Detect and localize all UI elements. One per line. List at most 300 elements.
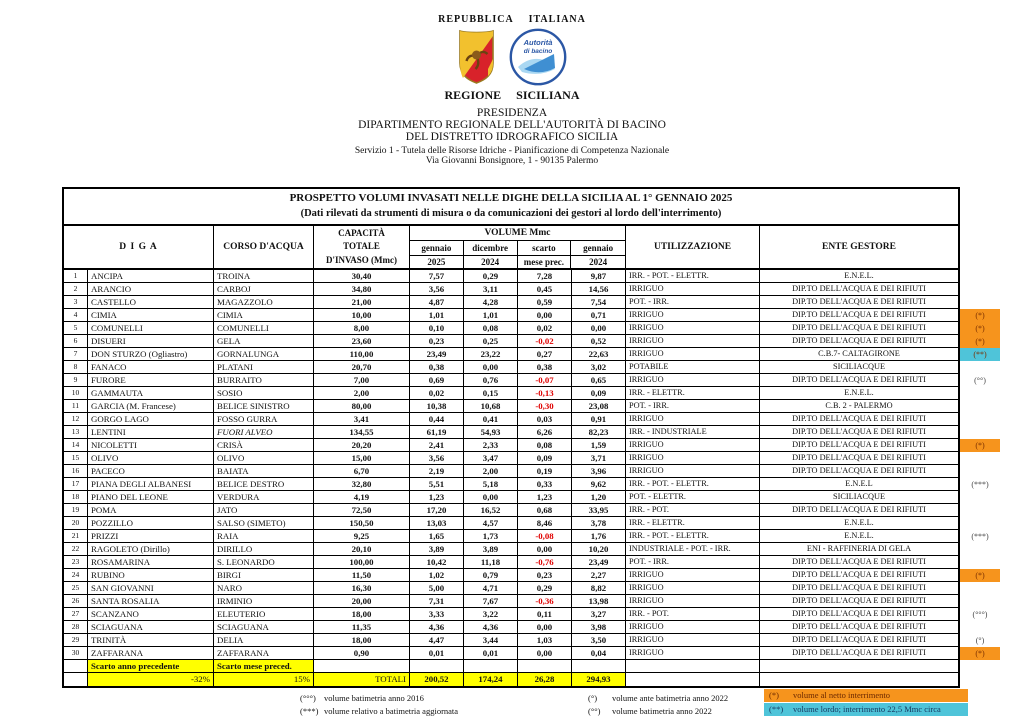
watercourse: DELIA (214, 634, 314, 647)
volume-gen-2025: 3,89 (410, 543, 464, 556)
dam-name: COMUNELLI (88, 322, 214, 335)
volume-dic-2024: 0,15 (464, 387, 518, 400)
dam-name: NICOLETTI (88, 439, 214, 452)
footnote-mark: (°°) (974, 376, 986, 385)
footnote-symbol: (°°) (588, 706, 601, 716)
row-number: 22 (64, 543, 88, 556)
watercourse: SOSIO (214, 387, 314, 400)
volume-gen-2024: 0,04 (572, 647, 626, 660)
operator: DIP.TO DELL'ACQUA E DEI RIFIUTI (760, 621, 958, 634)
republic-title: REPUBBLICA ITALIANA (438, 14, 586, 25)
column-header-ente-gestore: ENTE GESTORE (821, 242, 896, 252)
vol-col-label: gennaio (571, 241, 625, 256)
dam-name: SCIAGUANA (88, 621, 214, 634)
footnote-line-cyan (764, 703, 968, 716)
utilization: IRRIGUO (626, 413, 760, 426)
dam-name: ARANCIO (88, 283, 214, 296)
volume-gen-2024: 1,59 (572, 439, 626, 452)
dam-name: OLIVO (88, 452, 214, 465)
scarto-mese-prec: 0,02 (518, 322, 572, 335)
volume-gen-2025: 61,19 (410, 426, 464, 439)
dam-name: PACECO (88, 465, 214, 478)
column-header-volume-group (410, 226, 626, 268)
empty-cell (518, 660, 572, 673)
volume-dic-2024: 1,73 (464, 530, 518, 543)
dam-name: CIMIA (88, 309, 214, 322)
volume-gen-2025: 0,01 (410, 647, 464, 660)
watercourse: CIMIA (214, 309, 314, 322)
footer-labels-row (64, 660, 958, 673)
column-header-corso: CORSO D'ACQUA (214, 226, 314, 268)
vol-col-label: gennaio (410, 241, 463, 256)
volume-dic-2024: 10,68 (464, 400, 518, 413)
row-number: 20 (64, 517, 88, 530)
scarto-mese-prec: 1,03 (518, 634, 572, 647)
utilization: IRRIGUO (626, 621, 760, 634)
volume-dic-2024: 4,28 (464, 296, 518, 309)
volume-dic-2024: 0,76 (464, 374, 518, 387)
total-capacity: 11,35 (314, 621, 410, 634)
utilization: IRRIGUO (626, 595, 760, 608)
table-row (64, 634, 985, 647)
footnote-symbol: (**) (769, 704, 784, 714)
table-row (64, 361, 958, 374)
volume-dic-2024: 3,89 (464, 543, 518, 556)
operator: DIP.TO DELL'ACQUA E DEI RIFIUTI (760, 582, 958, 595)
volume-dic-2024: 0,00 (464, 361, 518, 374)
footnote-text: volume ante batimetria anno 2022 (612, 693, 729, 703)
utilization: IRRIGUO (626, 439, 760, 452)
scarto-mese-prec: 0,38 (518, 361, 572, 374)
row-number (64, 673, 88, 686)
table-row (64, 296, 958, 309)
volume-dic-2024: 4,71 (464, 582, 518, 595)
volume-dic-2024: 16,52 (464, 504, 518, 517)
watercourse: PLATANI (214, 361, 314, 374)
row-number: 30 (64, 647, 88, 660)
operator: DIP.TO DELL'ACQUA E DEI RIFIUTI (760, 426, 958, 439)
volume-dic-2024: 3,44 (464, 634, 518, 647)
utilization: IRRIGUO (626, 569, 760, 582)
basin-logo-text-1: Autorità (523, 38, 552, 47)
dam-name: PIANO DEL LEONE (88, 491, 214, 504)
scarto-mese-prec: 0,27 (518, 348, 572, 361)
watercourse: SALSO (SIMETO) (214, 517, 314, 530)
scarto-mese-prec: 0,09 (518, 452, 572, 465)
capacita-line-1: CAPACITÀ (338, 227, 385, 238)
empty-cell (760, 673, 958, 686)
footnote-symbol: (°°°) (300, 693, 316, 703)
table-row (64, 335, 985, 348)
watercourse: BIRGI (214, 569, 314, 582)
volume-dic-2024: 0,25 (464, 335, 518, 348)
operator: DIP.TO DELL'ACQUA E DEI RIFIUTI (760, 335, 958, 348)
table-row (64, 582, 958, 595)
vol-col-year: 2024 (481, 257, 500, 267)
scarto-mese-prec: 0,68 (518, 504, 572, 517)
footnote-mark: (*) (960, 439, 1000, 452)
volume-dic-2024: 0,29 (464, 270, 518, 283)
row-number: 14 (64, 439, 88, 452)
table-row (64, 478, 989, 491)
row-number: 3 (64, 296, 88, 309)
row-number: 21 (64, 530, 88, 543)
volume-group-label: VOLUME Mmc (410, 226, 625, 241)
operator: DIP.TO DELL'ACQUA E DEI RIFIUTI (760, 452, 958, 465)
table-row (64, 595, 958, 608)
column-header-gen-2025 (410, 241, 464, 269)
table-row (64, 309, 985, 322)
table-row (64, 283, 958, 296)
utilization: IRRIGUO (626, 647, 760, 660)
scarto-mese-prec: -0,36 (518, 595, 572, 608)
row-number: 24 (64, 569, 88, 582)
total-capacity: 6,70 (314, 465, 410, 478)
operator: DIP.TO DELL'ACQUA E DEI RIFIUTI (760, 595, 958, 608)
empty-cell (760, 660, 958, 673)
volume-dic-2024: 5,18 (464, 478, 518, 491)
total-capacity: 30,40 (314, 270, 410, 283)
dam-name: PIANA DEGLI ALBANESI (88, 478, 214, 491)
operator: C.B. 2 - PALERMO (760, 400, 958, 413)
operator: DIP.TO DELL'ACQUA E DEI RIFIUTI (760, 647, 958, 660)
table-row (64, 439, 985, 452)
volume-gen-2024: 0,00 (572, 322, 626, 335)
volume-dic-2024: 3,11 (464, 283, 518, 296)
utilization: IRRIGUO (626, 335, 760, 348)
row-number (64, 660, 88, 673)
volume-gen-2024: 7,54 (572, 296, 626, 309)
row-number: 8 (64, 361, 88, 374)
volume-gen-2025: 5,51 (410, 478, 464, 491)
operator: DIP.TO DELL'ACQUA E DEI RIFIUTI (760, 296, 958, 309)
watercourse: OLIVO (214, 452, 314, 465)
scarto-mese-prec: 0,59 (518, 296, 572, 309)
table-row (64, 387, 958, 400)
scarto-mese-prec: 0,45 (518, 283, 572, 296)
dam-name: SAN GIOVANNI (88, 582, 214, 595)
table-row (64, 452, 958, 465)
volume-dic-2024: 0,08 (464, 322, 518, 335)
footnote-line (588, 705, 728, 718)
operator: SICILIACQUE (760, 491, 958, 504)
watercourse: GORNALUNGA (214, 348, 314, 361)
watercourse: JATO (214, 504, 314, 517)
volume-gen-2024: 3,02 (572, 361, 626, 374)
watercourse: DIRILLO (214, 543, 314, 556)
capacita-line-3: D'INVASO (Mmc) (325, 254, 398, 265)
total-capacity: 20,00 (314, 595, 410, 608)
utilization: IRRIGUO (626, 322, 760, 335)
row-number: 26 (64, 595, 88, 608)
table-row (64, 491, 958, 504)
volume-gen-2024: 3,78 (572, 517, 626, 530)
utilization: IRRIGUO (626, 283, 760, 296)
scarto-mese-prec: 0,19 (518, 465, 572, 478)
dam-name: FANACO (88, 361, 214, 374)
presidency-line: PRESIDENZA (476, 107, 548, 119)
table-body (64, 270, 989, 660)
table-row (64, 621, 958, 634)
total-capacity: 20,20 (314, 439, 410, 452)
volume-gen-2025: 0,44 (410, 413, 464, 426)
row-number: 1 (64, 270, 88, 283)
total-gen-2025: 200,52 (410, 673, 464, 686)
scarto-mese-prec: 0,00 (518, 621, 572, 634)
totali-label: TOTALI (314, 673, 410, 686)
row-number: 5 (64, 322, 88, 335)
row-number: 28 (64, 621, 88, 634)
footnote-column-highlighted (764, 689, 968, 717)
dam-name: SCANZANO (88, 608, 214, 621)
table-row (64, 322, 985, 335)
operator: E.N.E.L. (760, 517, 958, 530)
vol-col-year: mese prec. (523, 257, 565, 267)
volume-gen-2024: 9,87 (572, 270, 626, 283)
table-row (64, 608, 988, 621)
column-header-dic-2024 (464, 241, 518, 269)
volume-dic-2024: 7,67 (464, 595, 518, 608)
footnote-mark: (*) (960, 322, 1000, 335)
volume-gen-2025: 0,23 (410, 335, 464, 348)
scarto-mese-prec: 0,23 (518, 569, 572, 582)
utilization: IRRIGUO (626, 634, 760, 647)
volume-gen-2025: 1,01 (410, 309, 464, 322)
scarto-mese-prec: -0,13 (518, 387, 572, 400)
empty-cell (410, 660, 464, 673)
total-capacity: 34,80 (314, 283, 410, 296)
empty-cell (464, 660, 518, 673)
table-row (64, 465, 958, 478)
total-capacity: 134,55 (314, 426, 410, 439)
watercourse: BAIATA (214, 465, 314, 478)
footnote-mark: (°) (975, 636, 985, 645)
watercourse: BELICE DESTRO (214, 478, 314, 491)
capacita-line-2: TOTALE (343, 241, 380, 252)
operator: DIP.TO DELL'ACQUA E DEI RIFIUTI (760, 608, 958, 621)
row-number: 13 (64, 426, 88, 439)
footnote-mark: (°°°) (972, 610, 988, 619)
watercourse: FOSSO GURRA (214, 413, 314, 426)
basin-logo-text-2: di bacino (523, 48, 552, 55)
scarto-mese-prec: -0,76 (518, 556, 572, 569)
utilization: INDUSTRIALE - POT. - IRR. (626, 543, 760, 556)
totals-row (64, 673, 958, 686)
table-header (64, 226, 958, 270)
dam-name: GORGO LAGO (88, 413, 214, 426)
scarto-mese-prec: 1,23 (518, 491, 572, 504)
footnote-mark: (*) (960, 335, 1000, 348)
total-capacity: 3,41 (314, 413, 410, 426)
volume-gen-2025: 1,02 (410, 569, 464, 582)
footnote-text: volume batimetria anno 2016 (324, 693, 424, 703)
total-capacity: 0,90 (314, 647, 410, 660)
footnote-symbol: (*) (769, 690, 779, 700)
volume-dic-2024: 0,41 (464, 413, 518, 426)
volume-gen-2025: 0,69 (410, 374, 464, 387)
scarto-mese-prec: 0,11 (518, 608, 572, 621)
watercourse: COMUNELLI (214, 322, 314, 335)
utilization: POT. - ELETTR. (626, 491, 760, 504)
volume-dic-2024: 3,22 (464, 608, 518, 621)
dam-name: POMA (88, 504, 214, 517)
scarto-mese-value: 15% (214, 673, 314, 686)
volume-gen-2025: 2,41 (410, 439, 464, 452)
volume-gen-2024: 3,27 (572, 608, 626, 621)
total-scarto: 26,28 (518, 673, 572, 686)
footnote-line (588, 692, 728, 705)
volume-gen-2024: 13,98 (572, 595, 626, 608)
total-capacity: 32,80 (314, 478, 410, 491)
operator: DIP.TO DELL'ACQUA E DEI RIFIUTI (760, 465, 958, 478)
volume-gen-2025: 23,49 (410, 348, 464, 361)
operator: DIP.TO DELL'ACQUA E DEI RIFIUTI (760, 322, 958, 335)
operator: DIP.TO DELL'ACQUA E DEI RIFIUTI (760, 439, 958, 452)
row-number: 18 (64, 491, 88, 504)
utilization: IRR. - POT. - ELETTR. (626, 530, 760, 543)
total-capacity: 15,00 (314, 452, 410, 465)
table-title-block (64, 189, 958, 226)
operator: E.N.E.L. (760, 530, 958, 543)
volumes-table (62, 187, 989, 688)
basin-authority-logo-icon (509, 28, 567, 86)
scarto-anno-value: -32% (88, 673, 214, 686)
watercourse: SCIAGUANA (214, 621, 314, 634)
volume-gen-2025: 1,65 (410, 530, 464, 543)
volume-dic-2024: 3,47 (464, 452, 518, 465)
table-row (64, 556, 958, 569)
volume-gen-2024: 22,63 (572, 348, 626, 361)
footnote-text: volume batimetria anno 2022 (612, 706, 712, 716)
footnote-column-1 (300, 692, 458, 718)
utilization: IRR. - POT. (626, 504, 760, 517)
scarto-mese-prec: 0,00 (518, 309, 572, 322)
dam-name: SANTA ROSALIA (88, 595, 214, 608)
scarto-mese-prec: 0,33 (518, 478, 572, 491)
footnote-symbol: (°) (588, 693, 598, 703)
footnote-mark: (*) (960, 309, 1000, 322)
row-number: 10 (64, 387, 88, 400)
volume-dic-2024: 2,00 (464, 465, 518, 478)
volume-gen-2025: 13,03 (410, 517, 464, 530)
table-title: PROSPETTO VOLUMI INVASATI NELLE DIGHE DELLA SICILIA AL 1° GENNAIO 2025 (289, 192, 733, 204)
dam-name: TRINITÀ (88, 634, 214, 647)
utilization: POT. - IRR. (626, 556, 760, 569)
table-row (64, 348, 987, 361)
department-line-2: DEL DISTRETTO IDROGRAFICO SICILIA (405, 131, 619, 143)
footnote-mark: (*) (960, 647, 1000, 660)
table-row (64, 569, 985, 582)
watercourse: ELEUTERIO (214, 608, 314, 621)
footnote-mark: (***) (971, 532, 989, 541)
utilization: IRR. - POT. - ELETTR. (626, 270, 760, 283)
dam-name: RUBINO (88, 569, 214, 582)
total-dic-2024: 174,24 (464, 673, 518, 686)
volume-dic-2024: 0,01 (464, 647, 518, 660)
total-gen-2024: 294,93 (572, 673, 626, 686)
letterhead (0, 14, 1024, 166)
footnote-text: volume al netto interrimento (793, 690, 891, 700)
utilization: IRRIGUO (626, 374, 760, 387)
scarto-mese-prec: 6,26 (518, 426, 572, 439)
operator: DIP.TO DELL'ACQUA E DEI RIFIUTI (760, 283, 958, 296)
total-capacity: 20,70 (314, 361, 410, 374)
volume-gen-2024: 0,71 (572, 309, 626, 322)
scarto-mese-prec: -0,30 (518, 400, 572, 413)
watercourse: IRMINIO (214, 595, 314, 608)
operator: ENI - RAFFINERIA DI GELA (760, 543, 958, 556)
row-number: 17 (64, 478, 88, 491)
footnote-line (300, 692, 458, 705)
watercourse: S. LEONARDO (214, 556, 314, 569)
utilization: POTABILE (626, 361, 760, 374)
volume-gen-2025: 7,57 (410, 270, 464, 283)
utilization: IRRIGUO (626, 452, 760, 465)
volume-gen-2024: 82,23 (572, 426, 626, 439)
volume-dic-2024: 23,22 (464, 348, 518, 361)
total-capacity: 11,50 (314, 569, 410, 582)
volume-gen-2024: 10,20 (572, 543, 626, 556)
total-capacity: 18,00 (314, 608, 410, 621)
volume-gen-2024: 3,50 (572, 634, 626, 647)
table-row (64, 504, 958, 517)
volume-gen-2024: 33,95 (572, 504, 626, 517)
watercourse: ZAFFARANA (214, 647, 314, 660)
scarto-mese-prec: 7,28 (518, 270, 572, 283)
total-capacity: 7,00 (314, 374, 410, 387)
dam-name: GARCIA (M. Francese) (88, 400, 214, 413)
utilization: POT. - IRR. (626, 400, 760, 413)
row-number: 19 (64, 504, 88, 517)
total-capacity: 18,00 (314, 634, 410, 647)
dam-name: ZAFFARANA (88, 647, 214, 660)
volume-gen-2024: 0,09 (572, 387, 626, 400)
dam-name: GAMMAUTA (88, 387, 214, 400)
table-subtitle: (Dati rilevati da strumenti di misura o da comunicazioni dei gestori al lordo dell'interrimento) (300, 208, 722, 219)
dam-name: LENTINI (88, 426, 214, 439)
region-title: REGIONE SICILIANA (444, 88, 580, 102)
volume-gen-2025: 1,23 (410, 491, 464, 504)
row-number: 6 (64, 335, 88, 348)
volume-gen-2025: 0,02 (410, 387, 464, 400)
operator: E.N.E.L (760, 478, 958, 491)
utilization: IRRIGUO (626, 348, 760, 361)
dam-name: PRIZZI (88, 530, 214, 543)
operator: DIP.TO DELL'ACQUA E DEI RIFIUTI (760, 634, 958, 647)
total-capacity: 20,10 (314, 543, 410, 556)
total-capacity: 2,00 (314, 387, 410, 400)
empty-cell (314, 660, 410, 673)
volume-gen-2025: 4,87 (410, 296, 464, 309)
operator: DIP.TO DELL'ACQUA E DEI RIFIUTI (760, 504, 958, 517)
watercourse: RAIA (214, 530, 314, 543)
total-capacity: 150,50 (314, 517, 410, 530)
volume-subcolumns (410, 241, 625, 269)
scarto-mese-prec: 0,00 (518, 543, 572, 556)
empty-cell (572, 660, 626, 673)
utilization: IRR. - ELETTR. (626, 517, 760, 530)
column-header-gen-2024 (571, 241, 625, 269)
empty-cell (626, 673, 760, 686)
volume-dic-2024: 4,36 (464, 621, 518, 634)
table-row (64, 530, 989, 543)
address-line: Via Giovanni Bonsignore, 1 - 90135 Palermo (425, 156, 599, 166)
scarto-mese-prec: -0,02 (518, 335, 572, 348)
utilization: IRRIGUO (626, 465, 760, 478)
scarto-mese-prec: 0,29 (518, 582, 572, 595)
operator: E.N.E.L. (760, 270, 958, 283)
row-number: 27 (64, 608, 88, 621)
